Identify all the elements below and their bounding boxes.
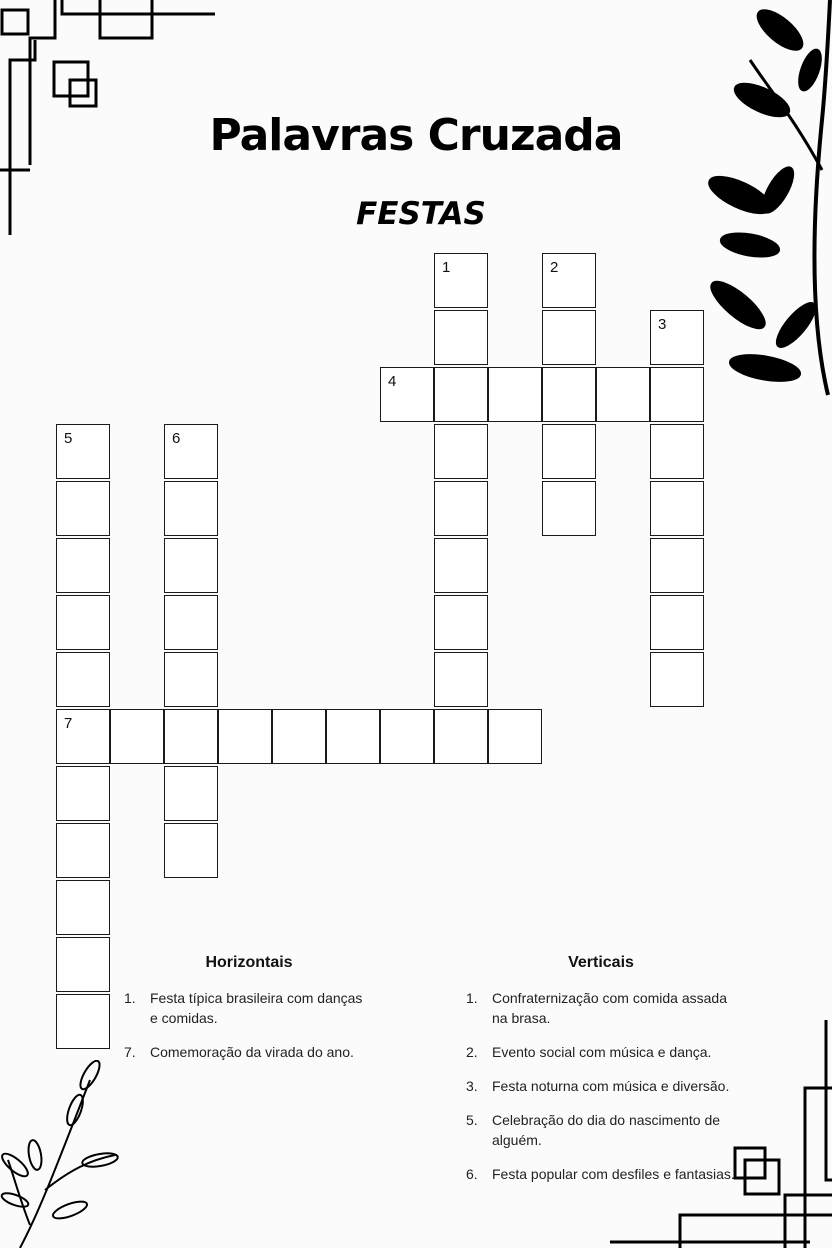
crossword-cell[interactable] — [434, 481, 488, 536]
crossword-cell[interactable] — [164, 595, 218, 650]
clue-number-label: 6 — [172, 430, 181, 447]
crossword-cell[interactable] — [164, 766, 218, 821]
crossword-cell[interactable] — [164, 823, 218, 878]
crossword-cell[interactable] — [56, 652, 110, 707]
page-title: Palavras Cruzada — [209, 110, 623, 161]
clue-text: Celebração do dia do nascimento de alguém. — [492, 1112, 721, 1148]
clue-item — [466, 1110, 736, 1150]
crossword-cell[interactable] — [434, 595, 488, 650]
crossword-cell[interactable] — [164, 709, 218, 764]
crossword-cell[interactable] — [434, 310, 488, 365]
crossword-cell[interactable] — [542, 424, 596, 479]
crossword-cell[interactable] — [542, 253, 596, 308]
down-clues-heading: Verticais — [568, 954, 634, 971]
clue-number: 5. — [466, 1112, 478, 1128]
crossword-cell[interactable] — [218, 709, 272, 764]
crossword-cell[interactable] — [650, 481, 704, 536]
crossword-cell[interactable] — [110, 709, 164, 764]
clue-item — [124, 988, 374, 1028]
clue-text: Festa popular com desfiles e fantasias. — [492, 1166, 735, 1182]
crossword-cell[interactable] — [434, 652, 488, 707]
crossword-cell[interactable] — [56, 880, 110, 935]
clue-number: 3. — [466, 1078, 478, 1094]
crossword-cell[interactable] — [650, 595, 704, 650]
clue-number: 6. — [466, 1166, 478, 1182]
crossword-cell[interactable] — [434, 424, 488, 479]
crossword-cell[interactable] — [380, 367, 434, 422]
crossword-cell[interactable] — [650, 310, 704, 365]
crossword-cell[interactable] — [542, 310, 596, 365]
clue-number-label: 4 — [388, 373, 397, 390]
clue-number: 1. — [124, 990, 136, 1006]
clue-item — [124, 1042, 374, 1062]
clue-item — [466, 1076, 736, 1096]
crossword-cell[interactable] — [434, 538, 488, 593]
crossword-cell[interactable] — [434, 367, 488, 422]
clue-text: Comemoração da virada do ano. — [150, 1044, 354, 1060]
clue-item — [466, 1164, 736, 1184]
clue-number: 1. — [466, 990, 478, 1006]
clue-item — [466, 1042, 736, 1062]
crossword-cell[interactable] — [272, 709, 326, 764]
crossword-cell[interactable] — [56, 538, 110, 593]
clue-text: Festa típica brasileira com danças e comidas. — [150, 990, 363, 1026]
crossword-cell[interactable] — [56, 424, 110, 479]
clue-number-label: 1 — [442, 259, 451, 276]
crossword-cell[interactable] — [164, 538, 218, 593]
crossword-cell[interactable] — [650, 652, 704, 707]
crossword-cell[interactable] — [650, 424, 704, 479]
crossword-cell[interactable] — [596, 367, 650, 422]
clue-text: Evento social com música e dança. — [492, 1044, 712, 1060]
clue-number-label: 2 — [550, 259, 559, 276]
clue-text: Confraternização com comida assada na brasa. — [492, 990, 728, 1026]
clue-number: 7. — [124, 1044, 136, 1060]
crossword-cell[interactable] — [488, 709, 542, 764]
crossword-cell[interactable] — [326, 709, 380, 764]
crossword-cell[interactable] — [56, 481, 110, 536]
crossword-cell[interactable] — [56, 766, 110, 821]
crossword-cell[interactable] — [434, 253, 488, 308]
clue-text: Festa noturna com música e diversão. — [492, 1078, 730, 1094]
crossword-cell[interactable] — [434, 709, 488, 764]
crossword-cell[interactable] — [542, 481, 596, 536]
crossword-cell[interactable] — [650, 538, 704, 593]
clue-number-label: 7 — [64, 715, 73, 732]
crossword-cell[interactable] — [488, 367, 542, 422]
crossword-cell[interactable] — [56, 823, 110, 878]
crossword-cell[interactable] — [56, 994, 110, 1049]
clue-number-label: 3 — [658, 316, 667, 333]
across-clues-heading: Horizontais — [205, 954, 293, 971]
page-subtitle: FESTAS — [356, 196, 486, 232]
crossword-cell[interactable] — [164, 481, 218, 536]
crossword-cell[interactable] — [56, 709, 110, 764]
across-clues — [124, 954, 374, 1076]
crossword-cell[interactable] — [164, 424, 218, 479]
clue-number-label: 5 — [64, 430, 73, 447]
clue-number: 2. — [466, 1044, 478, 1060]
clue-item — [466, 988, 736, 1028]
crossword-cell[interactable] — [56, 937, 110, 992]
crossword-cell[interactable] — [380, 709, 434, 764]
crossword-cell[interactable] — [56, 595, 110, 650]
crossword-cell[interactable] — [164, 652, 218, 707]
crossword-cell[interactable] — [542, 367, 596, 422]
down-clues — [466, 954, 736, 1198]
crossword-cell[interactable] — [650, 367, 704, 422]
